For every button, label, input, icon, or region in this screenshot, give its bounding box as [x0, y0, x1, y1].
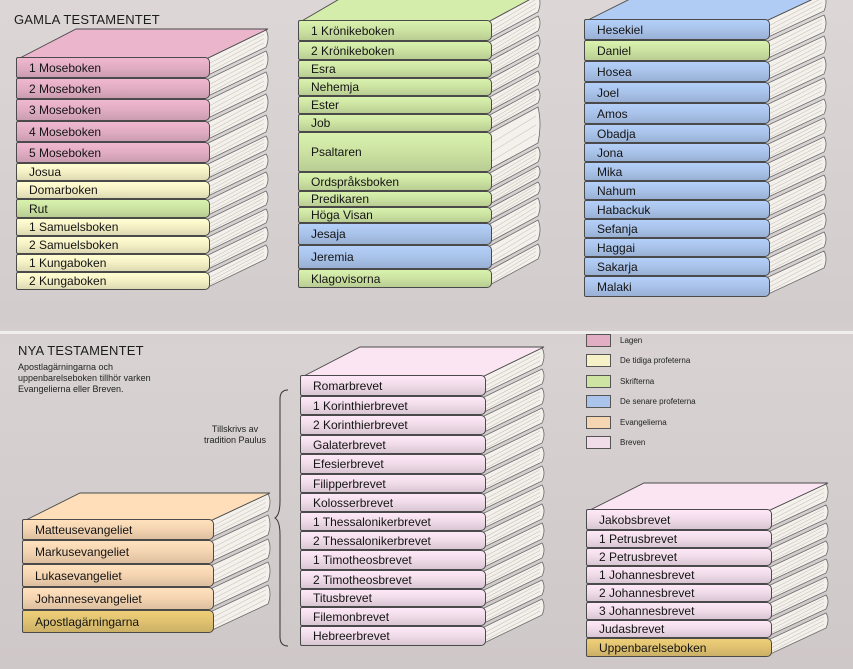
book-spine: Obadja	[584, 124, 770, 143]
book-spine: Predikaren	[298, 191, 492, 207]
legend-item	[586, 434, 645, 450]
book-spine: Nehemja	[298, 78, 492, 96]
book-spine: Johannesevangeliet	[22, 587, 214, 610]
book-spine: Hesekiel	[584, 19, 770, 40]
stack-new-2	[300, 350, 548, 646]
book-spine: Apostlagärningarna	[22, 610, 214, 633]
book-spine: Jeremia	[298, 245, 492, 269]
book-spine: Josua	[16, 163, 210, 181]
book-spine: Ordspråksboken	[298, 172, 492, 191]
legend-swatch	[586, 395, 611, 408]
legend-swatch	[586, 436, 611, 449]
book-spine: Filemonbrevet	[300, 607, 486, 626]
book-spine: Malaki	[584, 276, 770, 297]
book-spine: 3 Moseboken	[16, 99, 210, 121]
paul-brace	[274, 389, 290, 647]
book-spine: Daniel	[584, 40, 770, 61]
book-spine: Job	[298, 114, 492, 132]
old-testament-title: GAMLA TESTAMENTET	[14, 12, 160, 27]
book-spine: Ester	[298, 96, 492, 114]
book-spine: Titusbrevet	[300, 589, 486, 607]
stack-old-1	[16, 52, 272, 290]
legend-item	[586, 393, 696, 409]
book-spine: Jakobsbrevet	[586, 509, 772, 530]
book-spine: Hosea	[584, 61, 770, 82]
book-spine: 1 Moseboken	[16, 57, 210, 78]
book-spine: Matteusevangeliet	[22, 519, 214, 540]
book-spine: Uppenbarelseboken	[586, 638, 772, 657]
book-spine: 2 Moseboken	[16, 78, 210, 99]
new-testament-note: Apostlagärningarna och uppenbarelseboken tillhör varken Evangelierna eller Breven.	[18, 362, 151, 394]
stack-new-3	[586, 472, 832, 657]
legend-item	[586, 414, 667, 430]
book-spine: 2 Korinthierbrevet	[300, 415, 486, 435]
book-spine: 4 Moseboken	[16, 121, 210, 142]
section-divider	[0, 331, 853, 334]
legend-item	[586, 332, 642, 348]
book-spine: Habackuk	[584, 200, 770, 219]
legend-swatch	[586, 375, 611, 388]
book-spine: 1 Kungaboken	[16, 254, 210, 272]
book-spine: Esra	[298, 60, 492, 78]
legend-swatch	[586, 354, 611, 367]
book-spine: 2 Timotheosbrevet	[300, 570, 486, 589]
new-testament-title: NYA TESTAMENTET	[18, 343, 144, 358]
book-spine: Kolosserbrevet	[300, 493, 486, 512]
legend-swatch	[586, 416, 611, 429]
book-spine: Sefanja	[584, 219, 770, 238]
book-spine: 1 Timotheosbrevet	[300, 550, 486, 570]
book-spine: Hebreerbrevet	[300, 626, 486, 646]
book-spine: 2 Thessalonikerbrevet	[300, 531, 486, 550]
book-spine: 1 Samuelsboken	[16, 218, 210, 236]
book-spine: 2 Samuelsboken	[16, 236, 210, 254]
stack-old-3	[584, 12, 830, 297]
book-spine: Filipperbrevet	[300, 474, 486, 493]
book-spine: 1 Krönikeboken	[298, 20, 492, 41]
book-spine: 1 Korinthierbrevet	[300, 396, 486, 415]
book-spine: Jona	[584, 143, 770, 162]
book-spine: 2 Petrusbrevet	[586, 548, 772, 566]
legend-item	[586, 352, 690, 368]
legend-label: De senare profeterna	[620, 396, 696, 406]
stack-new-1	[22, 493, 274, 633]
book-spine: Rut	[16, 199, 210, 218]
book-spine: 1 Thessalonikerbrevet	[300, 512, 486, 531]
book-spine: Markusevangeliet	[22, 540, 214, 564]
book-spine: 3 Johannesbrevet	[586, 602, 772, 620]
book-spine: Galaterbrevet	[300, 435, 486, 454]
book-spine: 5 Moseboken	[16, 142, 210, 163]
legend-label: De tidiga profeterna	[620, 355, 691, 365]
book-spine: Nahum	[584, 181, 770, 200]
book-spine: Jesaja	[298, 223, 492, 245]
book-spine: Efesierbrevet	[300, 454, 486, 474]
stack-old-2	[298, 13, 544, 288]
book-spine: Psaltaren	[298, 132, 492, 172]
legend-label: Skrifterna	[620, 376, 655, 386]
book-spine: Domarboken	[16, 181, 210, 199]
legend-label: Breven	[620, 437, 646, 447]
book-spine: Haggai	[584, 238, 770, 257]
legend-label: Lagen	[620, 335, 643, 345]
book-spine: Klagovisorna	[298, 269, 492, 288]
book-spine: Judasbrevet	[586, 620, 772, 638]
book-spine: 2 Kungaboken	[16, 272, 210, 290]
book-spine: Mika	[584, 162, 770, 181]
book-spine: 1 Petrusbrevet	[586, 530, 772, 548]
book-spine: Sakarja	[584, 257, 770, 276]
book-spine: Lukasevangeliet	[22, 564, 214, 587]
legend-label: Evangelierna	[620, 417, 667, 427]
book-spine: Amos	[584, 103, 770, 124]
legend-item	[586, 373, 654, 389]
legend-swatch	[586, 334, 611, 347]
book-spine: Joel	[584, 82, 770, 103]
book-spine: Höga Visan	[298, 207, 492, 223]
book-spine: Romarbrevet	[300, 375, 486, 396]
book-spine: 1 Johannesbrevet	[586, 566, 772, 584]
book-spine: 2 Krönikeboken	[298, 41, 492, 60]
book-spine: 2 Johannesbrevet	[586, 584, 772, 602]
paul-note: Tillskrivs av tradition Paulus	[203, 424, 267, 445]
